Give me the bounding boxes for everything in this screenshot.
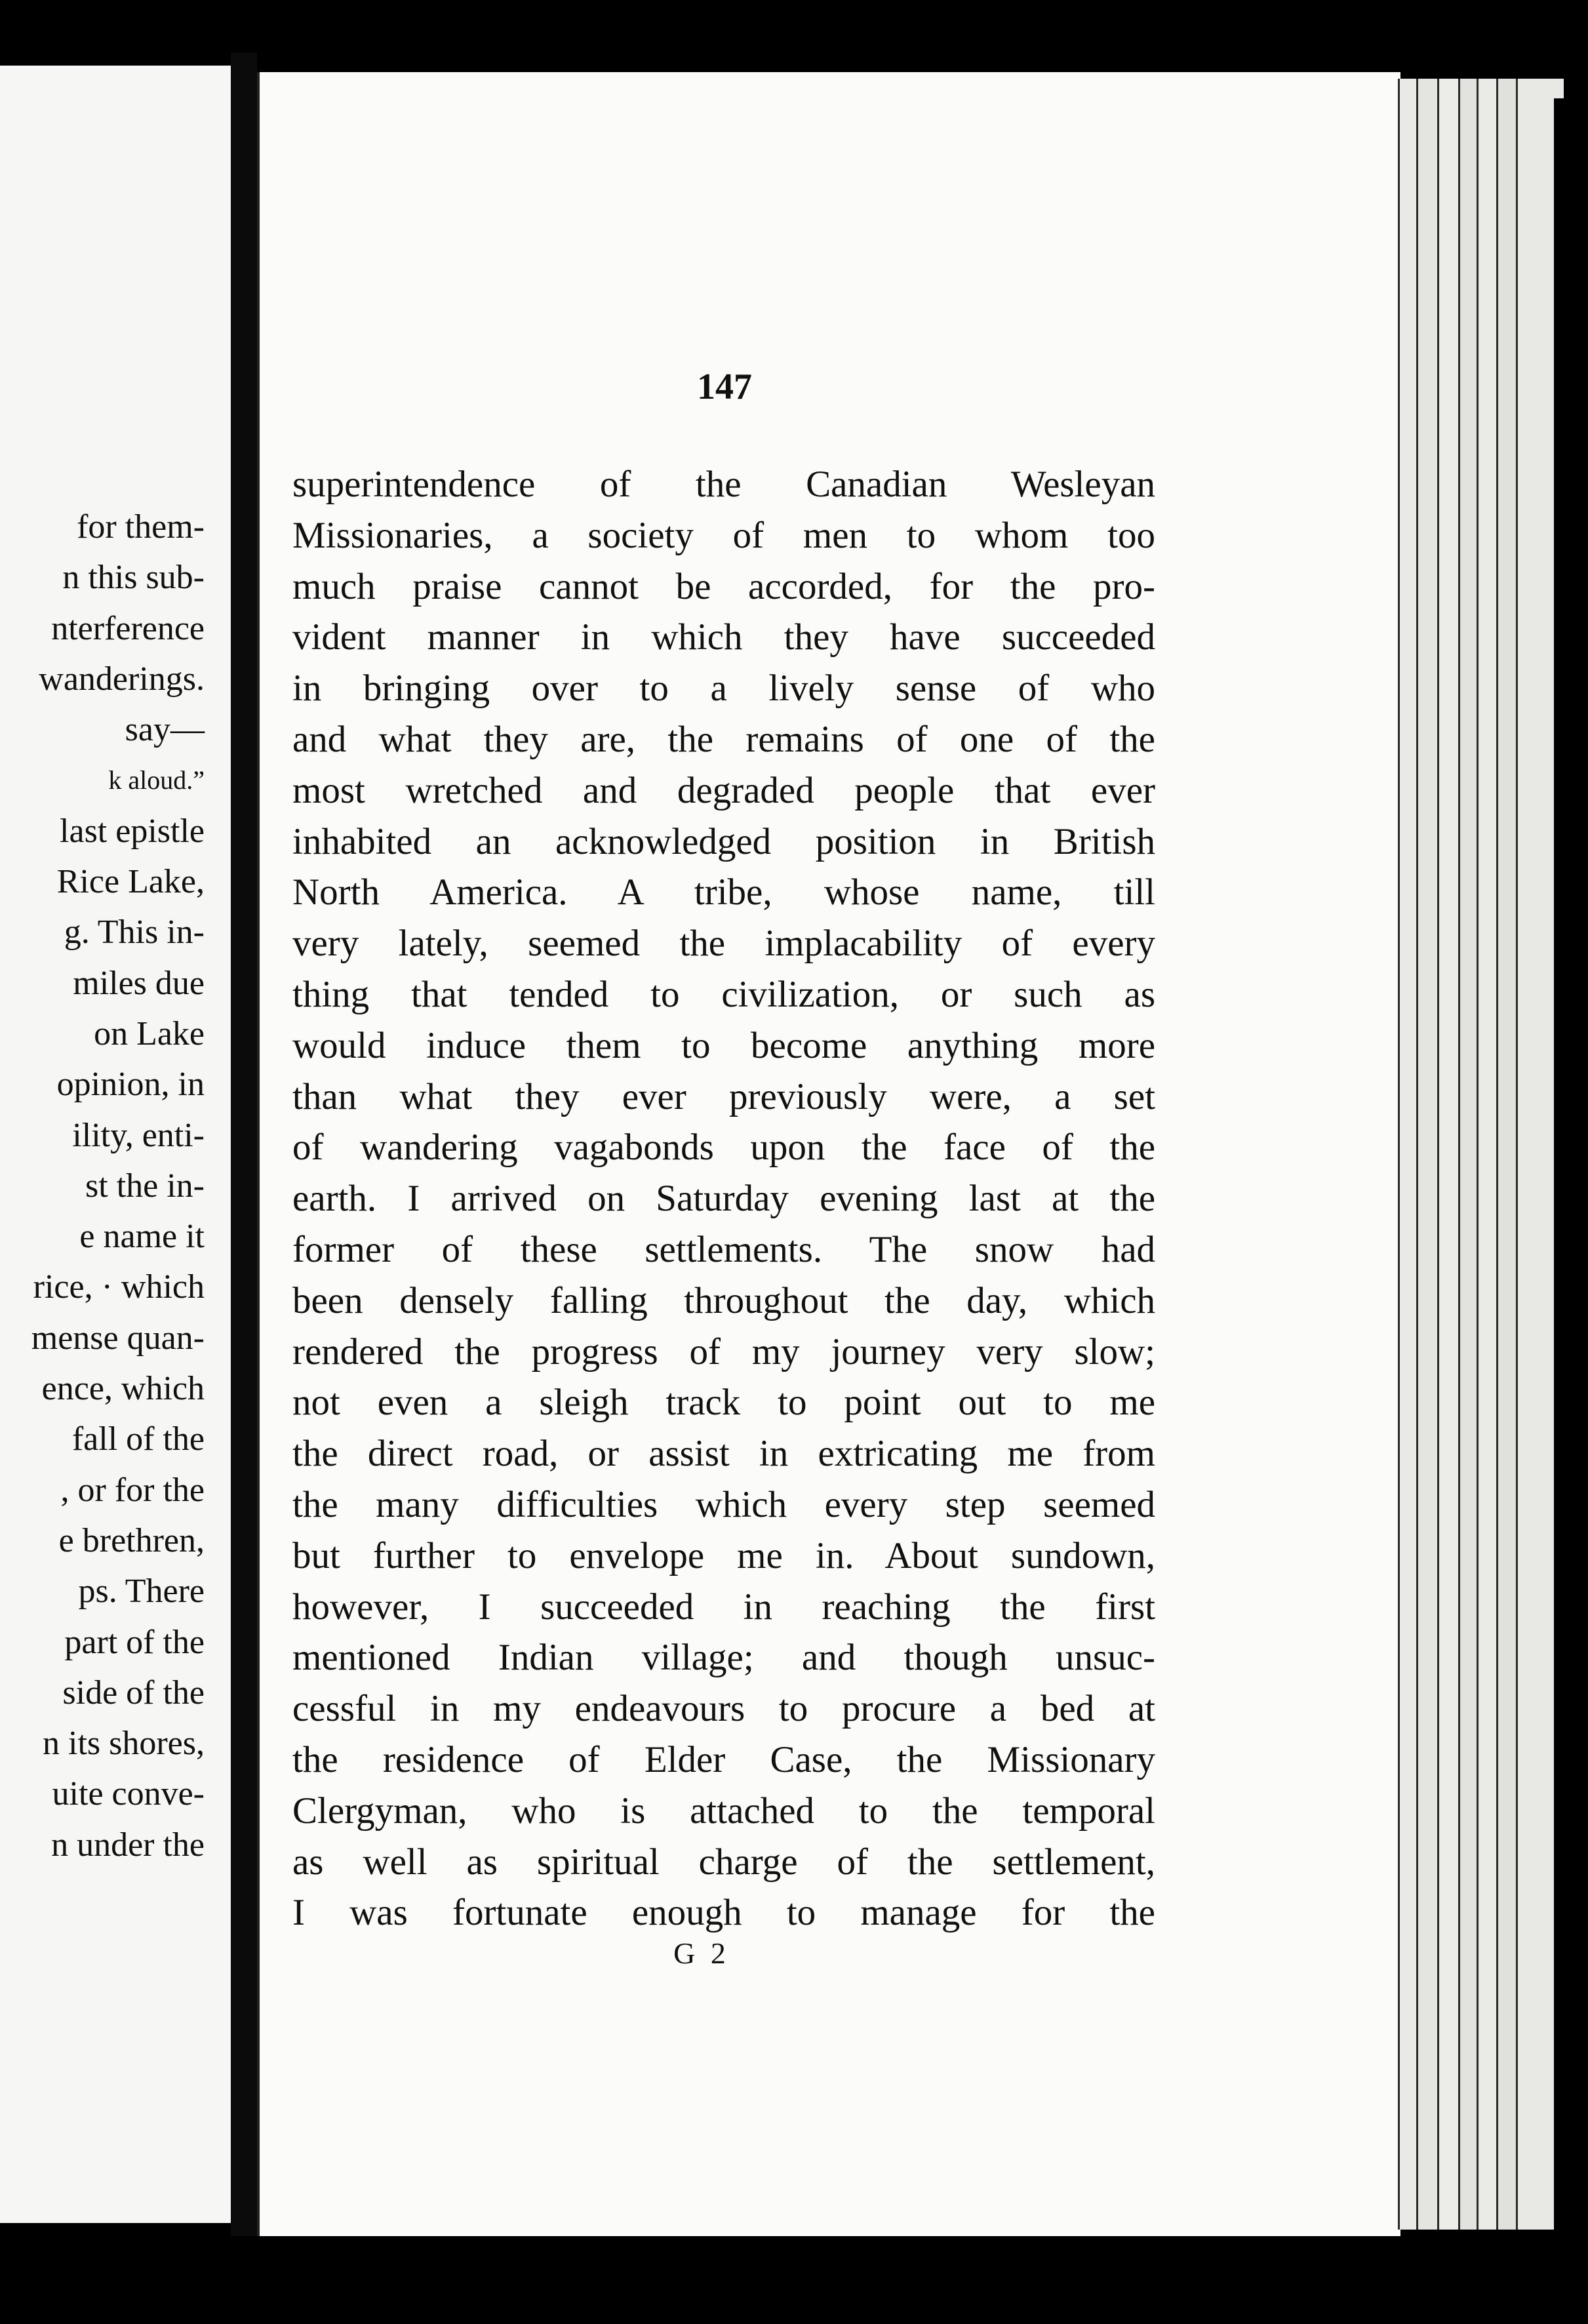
- left-line: opinion, in: [56, 1066, 205, 1104]
- left-line: part of the: [64, 1623, 205, 1661]
- left-line: last epistle: [60, 812, 205, 850]
- text-line: in bringing over to a lively sense of who: [292, 668, 1155, 710]
- left-line: ence, which: [41, 1370, 205, 1408]
- left-line: mense quan-: [31, 1319, 205, 1357]
- text-line: most wretched and degraded people that ever: [292, 769, 1155, 811]
- left-line: k aloud.”: [108, 765, 205, 795]
- text-line: thing that tended to civilization, or such as: [292, 973, 1155, 1015]
- left-line: ility, enti-: [72, 1116, 205, 1154]
- left-page: [0, 66, 231, 2223]
- text-line: earth. I arrived on Saturday evening last at the: [292, 1178, 1155, 1220]
- printer-signature-mark: G 2: [673, 1936, 730, 1970]
- body-text: [292, 459, 1155, 1938]
- left-line: nterference: [51, 609, 205, 647]
- text-line: than what they ever previously were, a set: [292, 1075, 1155, 1117]
- text-line: former of these settlements. The snow had: [292, 1228, 1155, 1270]
- left-line: , or for the: [60, 1471, 205, 1509]
- text-line: but further to envelope me in. About sundown,: [292, 1534, 1155, 1576]
- left-line: n under the: [51, 1826, 205, 1864]
- text-line: would induce them to become anything more: [292, 1024, 1155, 1066]
- text-line: rendered the progress of my journey very slow;: [292, 1331, 1155, 1372]
- left-page-text: [0, 502, 205, 1870]
- text-line: Missionaries, a society of men to whom too: [292, 514, 1155, 556]
- left-line: ps. There: [78, 1573, 205, 1611]
- left-line: rice, · which: [33, 1268, 205, 1306]
- text-line: much praise cannot be accorded, for the pro-: [292, 565, 1155, 607]
- text-line: the residence of Elder Case, the Missionary: [292, 1738, 1155, 1780]
- page-number: 147: [697, 367, 752, 407]
- text-line: not even a sleigh track to point out to me: [292, 1382, 1155, 1424]
- text-line: the many difficulties which every step seemed: [292, 1483, 1155, 1525]
- text-line: North America. A tribe, whose name, till: [292, 872, 1155, 913]
- text-line: vident manner in which they have succeeded: [292, 616, 1155, 658]
- left-line: side of the: [62, 1673, 205, 1712]
- left-line: e name it: [79, 1218, 205, 1256]
- left-line: wanderings.: [39, 660, 205, 698]
- left-line: on Lake: [94, 1014, 205, 1052]
- text-line: Clergyman, who is attached to the temporal: [292, 1790, 1155, 1832]
- left-line: st the in-: [85, 1167, 205, 1205]
- page-edge-shadow: [1554, 98, 1588, 2230]
- text-line: cessful in my endeavours to procure a bed at: [292, 1688, 1155, 1730]
- left-line: uite conve-: [52, 1775, 205, 1813]
- text-line: I was fortunate enough to manage for the: [292, 1892, 1155, 1934]
- left-line: n this sub-: [62, 559, 205, 597]
- left-line: miles due: [73, 964, 205, 1002]
- text-line: the direct road, or assist in extricating me from: [292, 1433, 1155, 1475]
- text-line: inhabited an acknowledged position in British: [292, 820, 1155, 862]
- book-gutter: [231, 52, 257, 2236]
- left-line: for them-: [77, 508, 205, 546]
- left-line: g. This in-: [64, 913, 205, 952]
- text-line: very lately, seemed the implacability of every: [292, 923, 1155, 965]
- text-line: mentioned Indian village; and though unsuc-: [292, 1637, 1155, 1679]
- left-line: say—: [125, 711, 205, 749]
- text-line: however, I succeeded in reaching the first: [292, 1586, 1155, 1628]
- text-line: superintendence of the Canadian Wesleyan: [292, 464, 1155, 505]
- left-line: fall of the: [71, 1420, 205, 1458]
- left-line: e brethren,: [58, 1521, 205, 1559]
- text-line: of wandering vagabonds upon the face of the: [292, 1127, 1155, 1169]
- text-line: and what they are, the remains of one of the: [292, 718, 1155, 760]
- left-line: n its shores,: [43, 1725, 205, 1763]
- text-line: as well as spiritual charge of the settlement,: [292, 1841, 1155, 1883]
- text-line: been densely falling throughout the day, which: [292, 1279, 1155, 1321]
- left-line: Rice Lake,: [56, 863, 205, 901]
- page-edges: [1398, 79, 1562, 2230]
